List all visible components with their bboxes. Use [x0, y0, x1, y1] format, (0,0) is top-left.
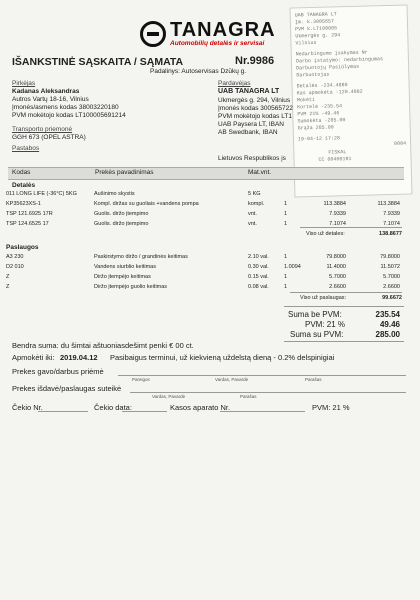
cell-code: 011 LONG LIFE (-36°C) 5KG [6, 191, 77, 197]
penalty-note: Pasibaigus terminui, už kiekvieną uždelstą dieną - 0.2% delspinigiai [110, 353, 335, 362]
sig-sign: Parašas [305, 377, 322, 382]
cell-unit: 2.10 val. [248, 254, 269, 260]
cell-qty: 1 [284, 201, 288, 207]
cell-total: 113.3884 [377, 201, 400, 207]
receipt-line: Nedarbingumo įsakymas Nr [295, 49, 368, 58]
services-heading: Paslaugos [6, 244, 39, 251]
cell-unit: vnt. [248, 211, 257, 217]
receipt-fiscal: FISKAL [328, 149, 347, 156]
cell-name: Diržo įtempėjo guolio keitimas [94, 284, 168, 290]
cell-price: 79.8000 [326, 254, 346, 260]
cell-total: 11.5072 [380, 264, 400, 270]
table-header-bar [8, 167, 404, 180]
cell-unit: 5 KG [248, 191, 261, 197]
receipt-line: Darbuotojas [296, 71, 330, 79]
cell-name: Vandens siurblio keitimas [94, 264, 156, 270]
sig-sign: Parašas [240, 394, 257, 399]
cell-total: 7.1074 [383, 221, 400, 227]
subtotal-value: 235.54 [375, 310, 400, 319]
receipt-line: Kortelė -235.54 [297, 103, 343, 111]
vat-value: 49.46 [379, 320, 400, 329]
brand-subtitle: Automobilių detalės ir servisai [170, 40, 265, 47]
sig-name: Vardas, Pavardė [152, 394, 186, 399]
divider [290, 292, 402, 293]
transport-value: GGH 673 (OPEL ASTRA) [12, 134, 86, 141]
amount-in-words: Bendra suma: du šimtai aštuoniasdešimt penki € 00 ct. [12, 341, 194, 350]
steering-wheel-icon [140, 21, 166, 47]
subtotal-label: Suma be PVM: [288, 310, 342, 319]
seller-bank1: UAB Paysera LT, IBAN [218, 121, 284, 128]
cell-code: TSP 121.6925 17R [6, 211, 53, 217]
cell-name: Guolis. diržo įtempimo [94, 221, 149, 227]
seller-code: Įmonės kodas 300565722 [218, 105, 293, 112]
receipt-line: Darbo įstatymo: nedarbingumas [295, 56, 384, 65]
cell-qty: 1 [284, 211, 288, 217]
cell-unit: kompl. [248, 201, 265, 207]
sig-name: Vardas, Pavardė [215, 377, 249, 382]
receipt-line: Detalės -234.4880 [296, 82, 348, 90]
received-label: Prekes gavo/darbus priėmė [12, 367, 104, 376]
signature-line [130, 392, 406, 393]
cell-qty: 1 [284, 221, 288, 227]
cell-qty: 1 [284, 284, 288, 290]
details-total: 138.8677 [379, 231, 402, 237]
buyer-name: Kadanas Aleksandras [12, 88, 80, 95]
divider [284, 341, 404, 342]
cell-qty: 1 [284, 274, 288, 280]
cell-code: Z [6, 274, 10, 280]
header-unit: Mat.vnt. [248, 169, 272, 176]
receipt-line: PVM k.LT100005 [295, 25, 338, 33]
buyer-label: Pirkėjas [12, 80, 36, 87]
receipt-line: Vilnius [295, 39, 317, 47]
check-no-label: Čekio Nr. [12, 403, 43, 412]
notes-label: Pastabos [12, 145, 40, 152]
cell-qty: 1.0094 [284, 264, 301, 270]
field-line [220, 411, 305, 412]
header-name: Prekės pavadinimas [95, 169, 154, 176]
cell-unit: vnt. [248, 221, 257, 227]
transport-label: Transporto priemonė [12, 126, 73, 133]
receipt-code: CC 00400191 [318, 156, 352, 163]
seller-label: Pardavėjas [218, 80, 251, 87]
seller-bank2: AB Swedbank, IBAN [218, 129, 278, 136]
document-title: IŠANKSTINĖ SĄSKAITA / SĄMATA [12, 56, 184, 68]
divider [284, 306, 404, 307]
footer-vat-rate: PVM: 21 % [312, 403, 350, 412]
receipt-line: Sumokėta -285.00 [297, 117, 346, 125]
notes-value: Lietuvos Respublikos įs [218, 155, 286, 162]
receipt-line: UAB TANAGRA LT [294, 11, 337, 19]
buyer-vat: PVM mokėtojo kodas LT100005691214 [12, 112, 126, 119]
register-label: Kasos aparato Nr. [170, 403, 231, 412]
buyer-code: Įmonės/asmens kodas 38003220180 [12, 104, 119, 111]
branch: Padalinys: Autoservisas Dzūkų g. [150, 68, 247, 75]
cell-code: A3 230 [6, 254, 24, 260]
cell-unit: 0.08 val. [248, 284, 269, 290]
cell-price: 5.7000 [329, 274, 346, 280]
invoice-number: Nr.9986 [235, 55, 275, 67]
services-total-label: Viso už paslaugas: [300, 295, 347, 301]
cell-total: 5.7000 [383, 274, 400, 280]
cell-price: 7.9339 [329, 211, 346, 217]
cell-total: 79.8000 [380, 254, 400, 260]
receipt-line: Grąža 285.00 [297, 124, 334, 132]
check-date-label: Čekio data: [94, 403, 132, 412]
receipt-line: Ukmergės g. 294 [295, 32, 341, 40]
cell-name: Guolis. diržo įtempimo [94, 211, 149, 217]
cell-unit: 0.15 val. [248, 274, 269, 280]
buyer-address: Autros Vartų 18-16, Vilnius [12, 96, 89, 103]
receipt-line: Kas apmokėta -120.4882 [296, 88, 363, 97]
sig-position: Pareigos [132, 377, 150, 382]
cell-price: 7.1074 [329, 221, 346, 227]
cell-total: 7.9339 [383, 211, 400, 217]
details-heading: Detalės [12, 182, 36, 189]
grand-total-value: 285.00 [375, 330, 400, 339]
receipt-line: Darbuotojų Pasiūlymas [296, 63, 360, 72]
cell-code: D2 010 [6, 264, 24, 270]
field-line [122, 411, 167, 412]
cell-price: 11.4000 [326, 264, 346, 270]
cell-unit: 0.30 val. [248, 264, 269, 270]
signature-line [118, 375, 406, 376]
seller-address: Ukmergės g. 294, Vilnius [218, 97, 291, 104]
cell-code: Z [6, 284, 10, 290]
receipt-line: PVM 21% -49.46 [297, 110, 340, 118]
pay-until-date: 2019.04.12 [60, 353, 98, 362]
cell-price: 113.3884 [323, 201, 346, 207]
seller-vat: PVM mokėtojo kodas LT1 [218, 113, 292, 120]
cell-name: Aušinimo skystis [94, 191, 135, 197]
seller-name: UAB TANAGRA LT [218, 88, 280, 95]
cell-name: Diržo įtempėjo keitimas [94, 274, 151, 280]
grand-total-label: Suma su PVM: [290, 330, 344, 339]
issued-label: Prekes išdavė/paslaugas suteikė [12, 384, 122, 393]
receipt-doc: 0004 [394, 140, 407, 147]
cell-code: KP35623XS-1 [6, 201, 41, 207]
pay-until-label: Apmokėti iki: [12, 353, 55, 362]
header-code: Kodas [12, 169, 31, 176]
vat-label: PVM: 21 % [305, 320, 346, 329]
cell-total: 2.6600 [383, 284, 400, 290]
cell-price: 2.6600 [329, 284, 346, 290]
services-total: 99.6672 [382, 295, 402, 301]
cell-qty: 1 [284, 254, 288, 260]
cell-name: Kompl. diržas su guoliais +vandens pompa [94, 201, 199, 207]
divider [300, 227, 402, 228]
tanagra-logo [140, 20, 276, 47]
receipt-line: Įm. k.3005657 [294, 18, 335, 26]
brand-name: TANAGRA [170, 19, 276, 41]
cell-code: TSP 124.6525 17 [6, 221, 49, 227]
field-line [38, 411, 88, 412]
receipt-line: Mokėti [296, 96, 316, 104]
receipt-date: 19-04-12 17:28 [297, 135, 341, 143]
cell-name: Paskirstymo diržo / grandinės keitimas [94, 254, 188, 260]
details-total-label: Viso už detales: [306, 231, 345, 237]
